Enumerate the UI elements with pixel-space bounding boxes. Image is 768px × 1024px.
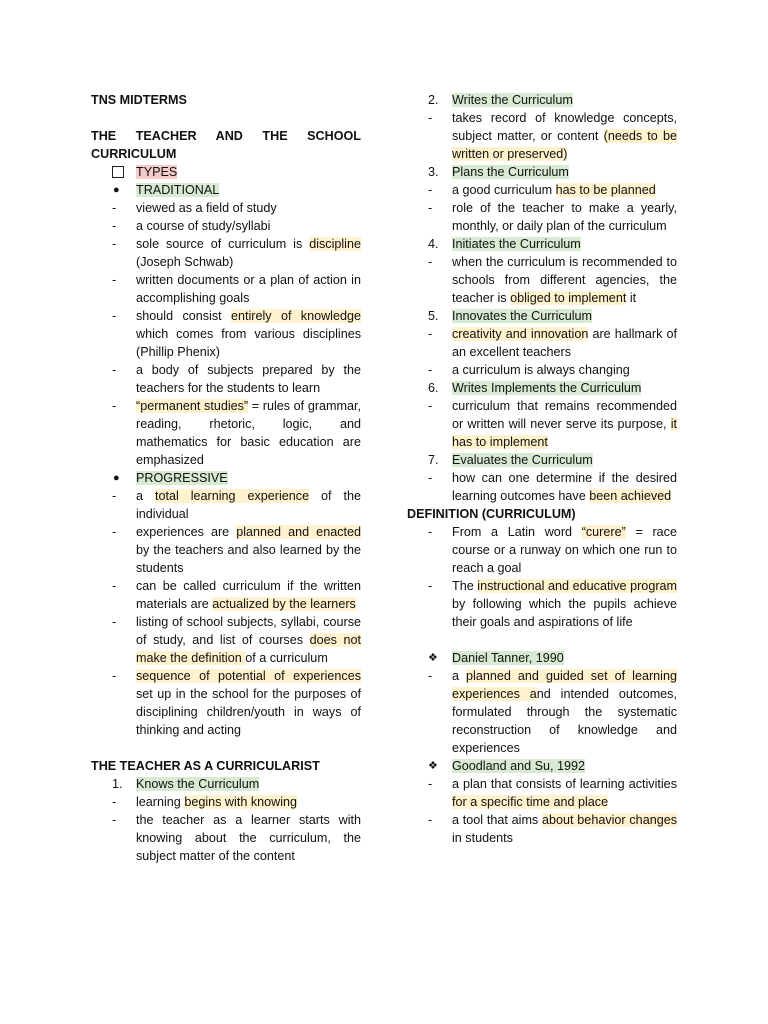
numbered-item-4 — [407, 235, 677, 253]
dash-marker: - — [112, 795, 117, 809]
item-bullets — [407, 109, 677, 163]
highlighted-text: it has to implement — [452, 417, 677, 449]
item-text: a body of subjects prepared by the teachers for the students to learn — [136, 363, 361, 395]
progressive-label: PROGRESSIVE — [136, 471, 228, 485]
item-label: Plans the Curriculum — [452, 165, 569, 179]
highlighted-text: discipline — [309, 237, 361, 251]
dash-marker: - — [112, 669, 117, 683]
list-item — [407, 775, 677, 811]
list-item — [91, 307, 361, 361]
dash-marker: - — [428, 111, 433, 125]
item-number: 5. — [428, 309, 439, 323]
section-heading-teacher-and-school-curriculum: THE TEACHER AND THE SCHOOL CURRICULUM — [91, 129, 361, 161]
tanner-label: Daniel Tanner, 1990 — [452, 651, 564, 665]
list-item — [91, 613, 361, 667]
item-number: 3. — [428, 165, 439, 179]
item-text: should consist — [136, 309, 231, 323]
item-text-continued: in students — [452, 831, 513, 845]
numbered-item-6 — [407, 379, 677, 397]
highlighted-text: actualized by the learners — [212, 597, 356, 611]
traditional-label: TRADITIONAL — [136, 183, 220, 197]
diamond-bullet-icon: ❖ — [428, 652, 438, 664]
dash-marker: - — [112, 273, 117, 287]
section-heading-definition: DEFINITION (CURRICULUM) — [407, 507, 576, 521]
item-text: curriculum that remains recommended or written will never serve its purpose, — [452, 399, 677, 431]
item-1-list — [91, 793, 361, 865]
checkbox-icon — [112, 163, 130, 183]
item-text: a — [452, 669, 467, 683]
numbered-item-3 — [407, 163, 677, 181]
dash-marker: - — [428, 201, 433, 215]
list-item — [91, 361, 361, 397]
highlighted-text: entirely of knowledge — [231, 309, 361, 323]
item-text: role of the teacher to make a yearly, monthly, or daily plan of the curriculum — [452, 201, 677, 233]
types-item — [91, 163, 361, 181]
item-text: how can one determine if the desired learning outcomes have — [452, 471, 677, 503]
item-bullets — [407, 253, 677, 307]
dash-marker: - — [428, 471, 433, 485]
tanner-list — [407, 667, 677, 757]
highlighted-text: been achieved — [589, 489, 672, 503]
list-item — [407, 109, 677, 163]
item-label: Writes Implements the Curriculum — [452, 381, 642, 395]
list-item — [407, 577, 677, 631]
list-item — [91, 397, 361, 469]
list-item — [407, 361, 677, 379]
list-item — [91, 199, 361, 217]
highlighted-text: “curere” — [581, 525, 626, 539]
left-column — [91, 91, 361, 865]
numbered-item-5 — [407, 307, 677, 325]
item-text: The — [452, 579, 478, 593]
dash-marker: - — [428, 579, 433, 593]
item-number: 6. — [428, 381, 439, 395]
dash-marker: - — [112, 237, 117, 251]
item-text-continued: are hallmark of an excellent teachers — [452, 327, 677, 359]
item-text: takes record of knowledge concepts, subject matter, or content — [452, 111, 677, 143]
item-text: a plan that consists of learning activities — [452, 777, 677, 791]
list-item — [407, 397, 677, 451]
dash-marker: - — [112, 615, 117, 629]
dash-marker: - — [428, 525, 433, 539]
item-text-continued: which comes from various disciplines (Phillip Phenix) — [136, 327, 361, 359]
item-text-continued: of a curriculum — [245, 651, 328, 665]
item-text: a tool that aims — [452, 813, 543, 827]
list-item — [91, 811, 361, 865]
list-item — [91, 577, 361, 613]
list-item — [91, 487, 361, 523]
item-bullets — [407, 325, 677, 379]
highlighted-text: creativity and innovation — [452, 327, 589, 341]
dash-marker: - — [112, 363, 117, 377]
item-text-continued: = rules of grammar, reading, rhetoric, logic, and mathematics for basic education are emphasized — [136, 399, 362, 467]
numbered-item-7 — [407, 451, 677, 469]
highlighted-text: begins with knowing — [184, 795, 298, 809]
diamond-bullet-icon: ❖ — [428, 760, 438, 772]
item-text: a course of study/syllabi — [136, 219, 271, 233]
item-text-continued: by following which the pupils achieve their goals and aspirations of life — [452, 597, 677, 629]
item-bullets — [407, 181, 677, 235]
goodland-item — [407, 757, 677, 775]
item-bullets — [407, 397, 677, 451]
list-item — [407, 325, 677, 361]
traditional-list — [91, 199, 361, 469]
dash-marker: - — [112, 489, 117, 503]
document-title: TNS MIDTERMS — [91, 93, 187, 107]
dash-marker: - — [428, 669, 433, 683]
types-label: TYPES — [136, 165, 178, 179]
item-label: Evaluates the Curriculum — [452, 453, 593, 467]
item-text-continued: of the individual — [136, 489, 361, 521]
highlighted-text: (needs to be written or preserved) — [452, 129, 677, 161]
goodland-list — [407, 775, 677, 847]
item-text: listing of school subjects, syllabi, course of study, and list of courses — [136, 615, 361, 647]
item-label: Knows the Curriculum — [136, 777, 260, 791]
item-text: experiences are — [136, 525, 237, 539]
dash-marker: - — [112, 309, 117, 323]
item-text: sole source of curriculum is — [136, 237, 310, 251]
item-label: Writes the Curriculum — [452, 93, 573, 107]
list-item — [407, 181, 677, 199]
list-item — [407, 667, 677, 757]
highlighted-text: instructional and educative program — [477, 579, 678, 593]
item-label: Initiates the Curriculum — [452, 237, 581, 251]
bullet-icon: ● — [113, 184, 120, 196]
dash-marker: - — [112, 201, 117, 215]
item-text-continued: set up in the school for the purposes of disciplining children/youth in ways of thinking and acting — [136, 687, 361, 737]
list-item — [407, 811, 677, 847]
list-item — [407, 199, 677, 235]
list-item — [91, 271, 361, 307]
highlighted-text: has to be planned — [555, 183, 656, 197]
item-number: 1. — [112, 777, 123, 791]
right-column — [407, 91, 677, 847]
item-text: a curriculum is always changing — [452, 363, 630, 377]
item-text: a — [136, 489, 155, 503]
dash-marker: - — [428, 327, 433, 341]
highlighted-text: sequence of potential of experiences — [136, 669, 361, 683]
traditional-item — [91, 181, 361, 199]
item-text: a good curriculum — [452, 183, 556, 197]
goodland-label: Goodland and Su, 1992 — [452, 759, 586, 773]
item-text: learning — [136, 795, 185, 809]
list-item — [91, 523, 361, 577]
item-text-continued: nd intended outcomes, formulated through the systematic reconstruction of knowledge and experiences — [452, 687, 677, 755]
item-text-continued: it — [626, 291, 637, 305]
tanner-item — [407, 649, 677, 667]
dash-marker: - — [112, 579, 117, 593]
item-text: viewed as a field of study — [136, 201, 277, 215]
progressive-item — [91, 469, 361, 487]
item-number: 4. — [428, 237, 439, 251]
bullet-icon: ● — [113, 472, 120, 484]
item-number: 2. — [428, 93, 439, 107]
list-item — [91, 793, 361, 811]
list-item — [407, 523, 677, 577]
dash-marker: - — [112, 813, 117, 827]
list-item — [91, 217, 361, 235]
highlighted-text: about behavior changes — [542, 813, 678, 827]
list-item — [91, 667, 361, 739]
definition-list — [407, 523, 677, 631]
curricularist-items — [407, 91, 677, 505]
dash-marker: - — [112, 219, 117, 233]
dash-marker: - — [112, 399, 117, 413]
item-text-continued: = race course or a runway on which one run to reach a goal — [452, 525, 677, 575]
dash-marker: - — [112, 525, 117, 539]
highlighted-text: does not make the definition — [136, 633, 361, 665]
dash-marker: - — [428, 813, 433, 827]
progressive-list — [91, 487, 361, 739]
section-heading-teacher-as-curricularist: THE TEACHER AS A CURRICULARIST — [91, 759, 320, 773]
highlighted-text: for a specific time and place — [452, 795, 609, 809]
item-text: can be called curriculum if the written materials are — [136, 579, 361, 611]
numbered-item-1 — [91, 775, 361, 793]
dash-marker: - — [428, 777, 433, 791]
list-item — [407, 253, 677, 307]
item-text: From a Latin word — [452, 525, 582, 539]
item-text: the teacher as a learner starts with knowing about the curriculum, the subject matter of the content — [136, 813, 361, 863]
item-bullets — [407, 469, 677, 505]
dash-marker: - — [428, 183, 433, 197]
highlighted-text: total learning experience — [154, 489, 310, 503]
item-number: 7. — [428, 453, 439, 467]
item-label: Innovates the Curriculum — [452, 309, 592, 323]
highlighted-text: obliged to implement — [510, 291, 627, 305]
highlighted-text: “permanent studies” — [136, 399, 249, 413]
numbered-item-2 — [407, 91, 677, 109]
item-text-continued: by the teachers and also learned by the students — [136, 543, 361, 575]
dash-marker: - — [428, 399, 433, 413]
item-text: written documents or a plan of action in accomplishing goals — [136, 273, 361, 305]
dash-marker: - — [428, 363, 433, 377]
highlighted-text: planned and guided set of learning experiences a — [452, 669, 677, 701]
item-text: when the curriculum is recommended to schools from different agencies, the teacher is — [452, 255, 677, 305]
highlighted-text: planned and enacted — [236, 525, 361, 539]
dash-marker: - — [428, 255, 433, 269]
item-text-continued: (Joseph Schwab) — [136, 255, 234, 269]
list-item — [91, 235, 361, 271]
list-item — [407, 469, 677, 505]
